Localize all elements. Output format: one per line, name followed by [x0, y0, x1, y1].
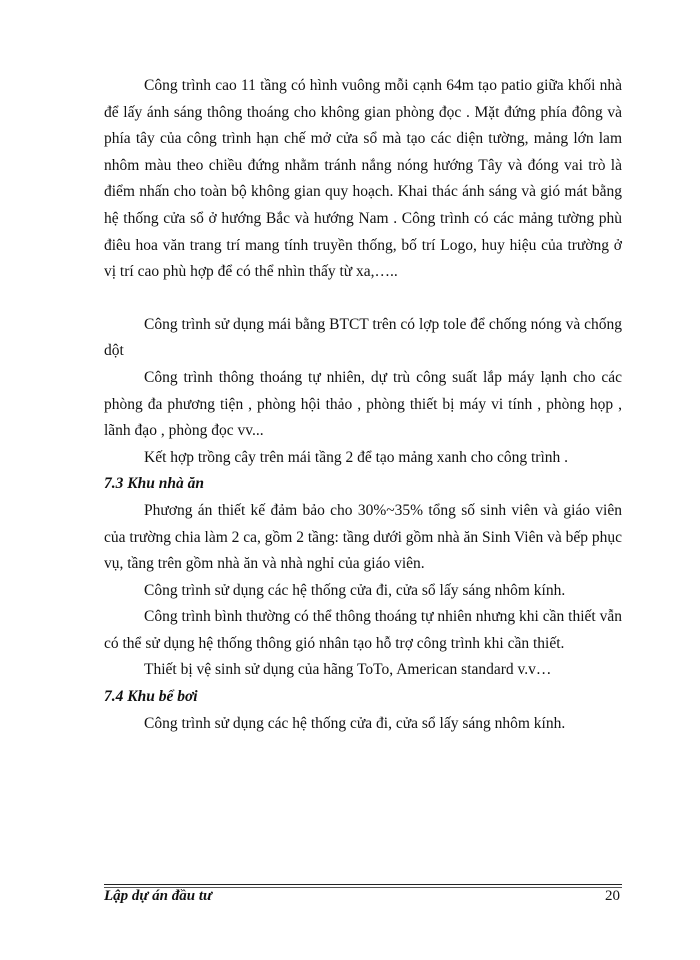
section-heading-7-3: 7.3 Khu nhà ăn — [104, 475, 204, 493]
footer-divider — [104, 884, 622, 885]
page-number: 20 — [605, 888, 620, 904]
paragraph-green-roof: Kết hợp trồng cây trên mái tầng 2 để tạo mảng xanh cho công trình . — [144, 448, 568, 466]
page-body — [104, 73, 622, 737]
paragraph-building-description: Công trình cao 11 tầng có hình vuông mỗi cạnh 64m tạo patio giữa khối nhà để lấy ánh sáng thông thoáng cho không gian phòng đọc . Mặt đứng phía đông và phía tây của công trình hạn chế mở cửa sổ mà tạo các diện tường, mảng lớn lam nhôm màu theo chiều đứng nhằm tránh nắng nóng hướng Tây và đóng vai trò là điểm nhấn cho toàn bộ không gian quy hoạch. Khai thác ánh sáng và gió mát bằng hệ thống cửa sổ ở hướng Bắc và hướng Nam . Công trình có các mảng tường phù điêu hoa văn trang trí mang tính truyền thống, bố trí Logo, huy hiệu của trường ở vị trí cao phù hợp để có thể nhìn thấy từ xa,….. — [104, 77, 622, 281]
section-heading-7-4: 7.4 Khu bể bơi — [104, 688, 198, 706]
paragraph-ventilation: Công trình thông thoáng tự nhiên, dự trù công suất lắp máy lạnh cho các phòng đa phương tiện , phòng hội thảo , phòng thiết bị máy vi tính , phòng họp , lãnh đạo , phòng đọc vv... — [104, 368, 622, 440]
paragraph-7-3-sanitary: Thiết bị vệ sinh sử dụng của hãng ToTo, American standard v.v… — [144, 661, 552, 679]
paragraph-roof: Công trình sử dụng mái bằng BTCT trên có lợp tole để chống nóng và chống dột — [104, 315, 622, 360]
paragraph-7-3-ventilation: Công trình bình thường có thể thông thoáng tự nhiên nhưng khi cần thiết vẫn có thể sử dụng hệ thống thông gió nhân tạo hỗ trợ công trình khi cần thiết. — [104, 608, 622, 652]
paragraph-7-4-windows: Công trình sử dụng các hệ thống cửa đi, cửa sổ lấy sáng nhôm kính. — [144, 714, 566, 732]
paragraph-7-3-windows: Công trình sử dụng các hệ thống cửa đi, cửa sổ lấy sáng nhôm kính. — [144, 581, 566, 599]
paragraph-7-3-design: Phương án thiết kế đảm bảo cho 30%~35% tổng số sinh viên và giáo viên của trường chia làm 2 ca, gồm 2 tầng: tầng dưới gồm nhà ăn Sinh Viên và bếp phục vụ, tầng trên gồm nhà ăn và nhà nghỉ của giáo viên. — [104, 501, 622, 573]
footer-title: Lập dự án đầu tư — [104, 888, 212, 904]
